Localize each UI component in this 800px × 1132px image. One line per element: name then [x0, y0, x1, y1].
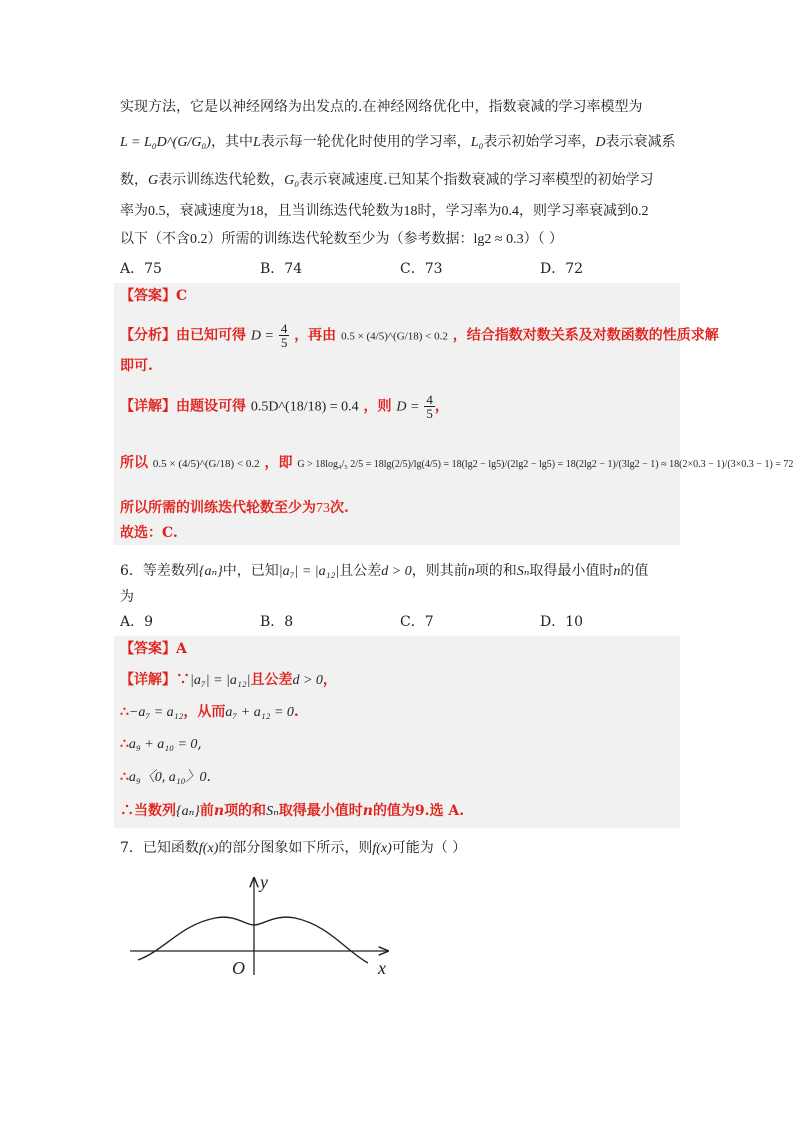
q5-text: 率为 — [120, 203, 148, 219]
value-0-2: 0.2 — [190, 232, 208, 247]
option-c[interactable]: C．7 — [400, 614, 434, 630]
value-0-5: 0.5 — [148, 204, 166, 219]
q5-text: 表示训练迭代轮数， — [158, 172, 285, 188]
value-0-4: 0.4 — [501, 204, 519, 219]
q5-text: 时，学习率为 — [417, 203, 502, 219]
answer-label-q6: 【答案】A — [120, 641, 187, 657]
var-sn: Sₙ — [516, 564, 530, 579]
step-text: 取得最小值时 — [278, 803, 363, 819]
sequence-an: {aₙ} — [198, 564, 223, 579]
q6-text: 的值 — [620, 563, 649, 579]
equation: a₉〈0, a₁₀〉0 — [128, 770, 207, 785]
detail-label: 【详解】∵ — [120, 672, 190, 688]
analysis-q5 — [120, 322, 719, 349]
origin-label: O — [232, 958, 245, 978]
answer-label-q5: 【答案】C — [120, 288, 188, 304]
q5-text: 表示初始学习率， — [483, 134, 596, 150]
step-4-q6 — [120, 766, 211, 789]
value-18: 18 — [403, 204, 418, 219]
analysis-q5-line2: 即可. — [120, 358, 153, 374]
var-n: n — [213, 803, 225, 819]
q5-line-3 — [120, 170, 654, 191]
step-2-q6 — [120, 701, 299, 724]
x-axis-label: x — [378, 958, 386, 978]
so-label: 所以 — [120, 455, 148, 471]
step-text: ，从而 — [183, 704, 226, 720]
d-positive: d > 0 — [381, 564, 412, 579]
abs-condition: |a₇| = |a₁₂| — [190, 673, 251, 688]
choose-q5: 故选：C. — [120, 525, 178, 541]
function-fx: f(x) — [372, 841, 392, 856]
option-c[interactable]: C．73 — [400, 261, 443, 277]
q7-line-1 — [120, 838, 466, 859]
option-a[interactable]: A．9 — [120, 614, 154, 630]
therefore: ∴ — [120, 736, 129, 752]
q5-text: 表示衰减系 — [605, 134, 676, 150]
option-d[interactable]: D．72 — [540, 261, 584, 277]
lr-model-formula: L = L₀D^(G/G₀) — [120, 135, 211, 150]
sequence-an: {aₙ} — [176, 804, 200, 819]
detail-text: 且公差 — [250, 672, 293, 688]
q6-options — [120, 612, 680, 632]
fraction-4-5 — [424, 393, 435, 420]
q6-text: 6．等差数列 — [120, 563, 199, 579]
d-equals: D = — [250, 328, 274, 344]
conclusion-q5 — [120, 497, 349, 520]
var-n: n — [467, 564, 475, 579]
equation: a₇ + a₁₂ = 0 — [225, 705, 294, 720]
log-derivation-chain: G > 18log₄/₅ 2/5 = 18lg(2/5)/lg(4/5) = 18(lg2 − lg5)/(2lg2 − lg5) = 18(2lg2 − 1)/(3lg2 − 1) ≈ 18(2×0.3 − 1)/(3×0.3 − 1) = 72 — [297, 459, 794, 470]
q5-text: ，其中 — [210, 134, 253, 150]
var-L0: L₀ — [470, 135, 484, 150]
numerator: 4 — [426, 392, 433, 407]
var-sn: Sₙ — [266, 804, 279, 819]
numerator: 4 — [280, 321, 288, 336]
q5-text: 以下（不含 — [120, 231, 190, 247]
therefore: ∴ — [120, 704, 129, 720]
denominator: 5 — [426, 406, 433, 421]
so-text: ，即 — [264, 455, 293, 471]
conclusion-number: 73 — [316, 501, 330, 516]
var-G0: G₀ — [284, 173, 300, 188]
fraction-4-5 — [279, 322, 290, 349]
step-text: . — [206, 769, 211, 785]
analysis-text: ，结合指数对数关系及对数函数的性质求解 — [452, 327, 719, 344]
var-D: D — [595, 135, 606, 150]
q5-text: 表示每一轮优化时使用的学习率， — [260, 134, 471, 150]
q6-line-2: 为 — [120, 589, 134, 605]
q7-text: 可能为（ ） — [391, 840, 467, 856]
step-3-q6 — [120, 733, 202, 756]
detail-label: 【详解】由题设可得 — [120, 398, 246, 415]
step-text: . — [293, 704, 299, 720]
detail-q6 — [120, 669, 337, 692]
step-text: 的值为9.选 A. — [372, 803, 465, 819]
option-d[interactable]: D．10 — [540, 614, 584, 630]
function-graph — [120, 870, 400, 980]
inequality-1: 0.5 × (4/5)^(G/18) < 0.2 — [341, 330, 448, 343]
q5-text: ）所需的训练迭代轮数至少为（参考数据： — [207, 231, 474, 247]
q5-options — [120, 259, 680, 279]
equation-1: 0.5D^(18/18) = 0.4 — [250, 399, 359, 415]
ref-lg2: lg2 ≈ 0.3 — [473, 232, 524, 247]
so-line-q5 — [120, 452, 793, 476]
y-axis-label: y — [260, 872, 268, 892]
value-18: 18 — [249, 204, 264, 219]
q5-text: ，则学习率衰减到 — [519, 203, 631, 219]
step-text: 项的和 — [224, 803, 267, 819]
q5-line-5 — [120, 229, 563, 250]
q6-text: 中，已知 — [222, 563, 279, 579]
conclusion-text: 次. — [330, 500, 349, 516]
q7-text: 的部分图象如下所示，则 — [218, 840, 373, 856]
q6-line-1 — [120, 561, 648, 582]
analysis-label: 【分析】由已知可得 — [120, 327, 246, 344]
option-b[interactable]: B．74 — [260, 261, 303, 277]
var-n: n — [362, 803, 373, 819]
option-b[interactable]: B．8 — [260, 614, 294, 630]
therefore: ∴ — [120, 769, 129, 785]
var-n: n — [613, 564, 621, 579]
q5-line-1 — [120, 97, 642, 117]
q6-text: ，则其前 — [411, 563, 468, 579]
detail-q5: 【详解】由题设可得 0.5D^(18/18) = 0.4 ，则 D = $\frac{4}{5}$ ， — [120, 392, 449, 421]
detail-text: ，则 — [363, 398, 392, 415]
equation: −a₇ = a₁₂ — [128, 705, 184, 720]
step-text: 前 — [199, 803, 214, 819]
curve — [138, 917, 368, 963]
var-L: L — [252, 135, 261, 150]
q5-line-2 — [120, 132, 676, 153]
d-equals: D = — [396, 399, 420, 415]
step-text: ∴当数列 — [120, 803, 176, 819]
q6-text: 取得最小值时 — [529, 563, 614, 579]
q6-text: 项的和 — [474, 563, 517, 579]
d-positive: d > 0 — [292, 673, 323, 688]
detail-text: ， — [322, 672, 337, 688]
inequality-2: 0.5 × (4/5)^(G/18) < 0.2 — [152, 458, 260, 470]
denominator: 5 — [280, 335, 288, 350]
step-5-q6 — [120, 800, 464, 823]
value-0-2: 0.2 — [631, 204, 649, 219]
q5-text: ）（ ） — [523, 231, 564, 247]
q5-text: 表示衰减速度.已知某个指数衰减的学习率模型的初始学习 — [299, 172, 654, 188]
equation: a₉ + a₁₀ = 0 — [128, 737, 198, 752]
option-a[interactable]: A．75 — [120, 261, 162, 277]
abs-condition: |a₇| = |a₁₂| — [278, 564, 340, 579]
q5-text: ，衰减速度为 — [165, 203, 250, 219]
q6-text: 且公差 — [339, 563, 382, 579]
conclusion-text: 所以所需的训练迭代轮数至少为 — [120, 500, 316, 516]
q7-text: 7．已知函数 — [120, 840, 199, 856]
step-text: , — [197, 736, 202, 752]
analysis-text: ，再由 — [294, 327, 337, 344]
q5-text: ，且当训练迭代轮数为 — [263, 203, 404, 219]
function-fx: f(x) — [198, 841, 219, 856]
q5-text: 实现方法，它是以神经网络为出发点的.在神经网络优化中，指数衰减的学习率模型为 — [120, 99, 643, 115]
q5-line-4 — [120, 201, 649, 222]
q5-text: 数， — [120, 172, 148, 188]
var-G: G — [148, 173, 159, 188]
